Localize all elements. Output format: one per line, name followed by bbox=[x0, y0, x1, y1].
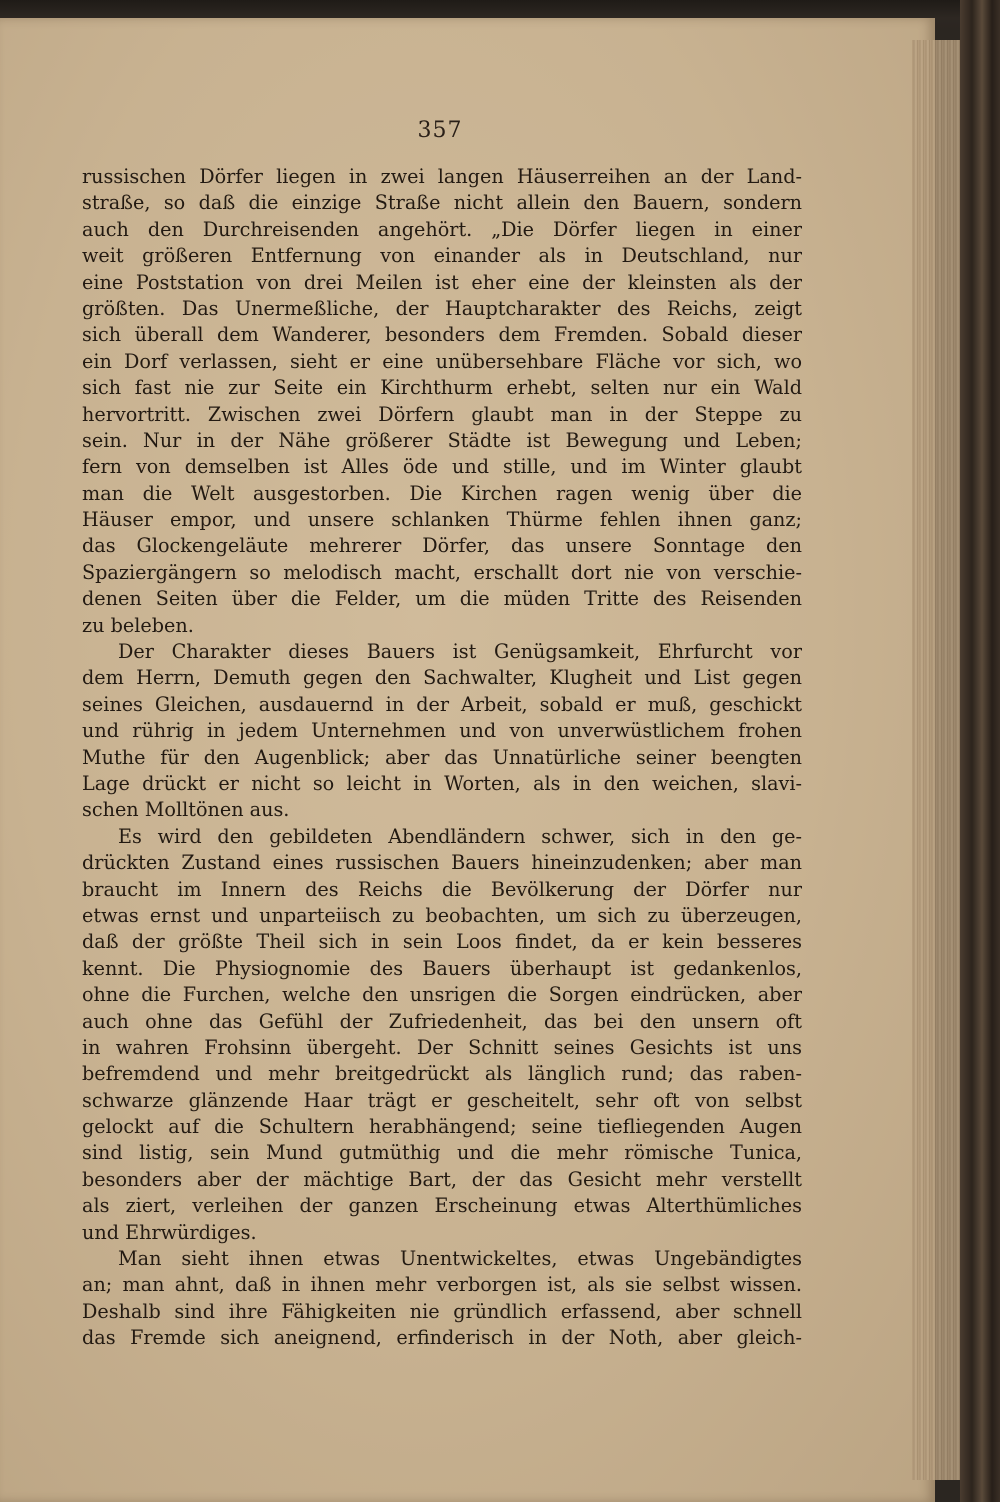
body-text bbox=[82, 164, 802, 1352]
text-line: sind listig, sein Mund gutmüthig und die mehr römische Tunica, bbox=[82, 1141, 802, 1165]
text-line: straße, so daß die einzige Straße nicht allein den Bauern, sondern bbox=[82, 191, 802, 215]
text-line: russischen Dörfer liegen in zwei langen Häuserreihen an der Land- bbox=[82, 165, 802, 188]
text-line: in wahren Frohsinn übergeht. Der Schnitt seines Gesichts ist uns bbox=[82, 1035, 802, 1059]
text-line: gelockt auf die Schultern herabhängend; seine tiefliegenden Augen bbox=[82, 1115, 802, 1139]
text-line: als ziert, verleihen der ganzen Erscheinung etwas Alterthümliches bbox=[82, 1194, 802, 1218]
text-line: etwas ernst und unparteiisch zu beobachten, um sich zu überzeugen, bbox=[82, 903, 802, 927]
page-edges bbox=[912, 40, 962, 1480]
text-line: schen Molltönen aus. bbox=[82, 798, 290, 822]
text-line: braucht im Innern des Reichs die Bevölkerung der Dörfer nur bbox=[82, 877, 802, 901]
text-line: ohne die Furchen, welche den unsrigen die Sorgen eindrücken, aber bbox=[82, 983, 802, 1007]
text-line: Der Charakter dieses Bauers ist Genügsamkeit, Ehrfurcht vor bbox=[118, 640, 802, 664]
text-line: auch ohne das Gefühl der Zufriedenheit, das bei den unsern oft bbox=[82, 1009, 802, 1033]
text-line: ein Dorf verlassen, sieht er eine unübersehbare Fläche vor sich, wo bbox=[82, 349, 802, 373]
book-cover-edge bbox=[960, 0, 1000, 1502]
text-line: zu beleben. bbox=[82, 613, 194, 637]
text-line: auch den Durchreisenden angehört. „Die Dörfer liegen in einer bbox=[82, 217, 802, 241]
text-line: man die Welt ausgestorben. Die Kirchen ragen wenig über die bbox=[82, 481, 802, 505]
text-line: Deshalb sind ihre Fähigkeiten nie gründlich erfassend, aber schnell bbox=[82, 1299, 802, 1323]
text-line: dem Herrn, Demuth gegen den Sachwalter, Klugheit und List gegen bbox=[82, 666, 802, 690]
text-line: das Glockengeläute mehrerer Dörfer, das unsere Sonntage den bbox=[82, 534, 802, 558]
text-line: sein. Nur in der Nähe größerer Städte ist Bewegung und Leben; bbox=[82, 428, 802, 452]
text-line: sich fast nie zur Seite ein Kirchthurm erhebt, selten nur ein Wald bbox=[82, 376, 802, 400]
text-line: schwarze glänzende Haar trägt er gescheitelt, sehr oft von selbst bbox=[82, 1088, 802, 1112]
text-line: weit größeren Entfernung von einander als in Deutschland, nur bbox=[82, 244, 802, 268]
text-line: Lage drückt er nicht so leicht in Worten, als in den weichen, slavi- bbox=[82, 771, 802, 795]
text-line: das Fremde sich aneignend, erfinderisch in der Noth, aber gleich- bbox=[82, 1326, 802, 1350]
text-line: an; man ahnt, daß in ihnen mehr verborgen ist, als sie selbst wissen. bbox=[82, 1273, 802, 1297]
text-line: Häuser empor, und unsere schlanken Thürme fehlen ihnen ganz; bbox=[82, 508, 802, 532]
text-line: befremdend und mehr breitgedrückt als länglich rund; das raben- bbox=[82, 1062, 802, 1086]
text-line: seines Gleichen, ausdauernd in der Arbeit, sobald er muß, geschickt bbox=[82, 692, 802, 716]
text-line: fern von demselben ist Alles öde und stille, und im Winter glaubt bbox=[82, 455, 802, 479]
page-number: 357 bbox=[417, 118, 463, 143]
text-line: Muthe für den Augenblick; aber das Unnatürliche seiner beengten bbox=[82, 745, 802, 769]
text-line: hervortritt. Zwischen zwei Dörfern glaubt man in der Steppe zu bbox=[82, 402, 802, 426]
text-line: Man sieht ihnen etwas Unentwickeltes, etwas Ungebändigtes bbox=[118, 1247, 802, 1271]
text-line: und rührig in jedem Unternehmen und von unverwüstlichem frohen bbox=[82, 719, 802, 743]
text-line: besonders aber der mächtige Bart, der das Gesicht mehr verstellt bbox=[82, 1167, 802, 1191]
text-line: denen Seiten über die Felder, um die müden Tritte des Reisenden bbox=[82, 587, 802, 611]
text-line: daß der größte Theil sich in sein Loos findet, da er kein besseres bbox=[82, 930, 802, 954]
text-line: eine Poststation von drei Meilen ist eher eine der kleinsten als der bbox=[82, 270, 802, 294]
text-line: kennt. Die Physiognomie des Bauers überhaupt ist gedankenlos, bbox=[82, 956, 802, 980]
text-line: größten. Das Unermeßliche, der Hauptcharakter des Reichs, zeigt bbox=[82, 296, 802, 320]
text-line: sich überall dem Wanderer, besonders dem Fremden. Sobald dieser bbox=[82, 323, 802, 347]
text-line: und Ehrwürdiges. bbox=[82, 1220, 257, 1244]
text-line: Spaziergängern so melodisch macht, erschallt dort nie von verschie- bbox=[82, 560, 802, 584]
text-line: drückten Zustand eines russischen Bauers hineinzudenken; aber man bbox=[82, 851, 802, 875]
text-line: Es wird den gebildeten Abendländern schwer, sich in den ge- bbox=[118, 824, 802, 848]
